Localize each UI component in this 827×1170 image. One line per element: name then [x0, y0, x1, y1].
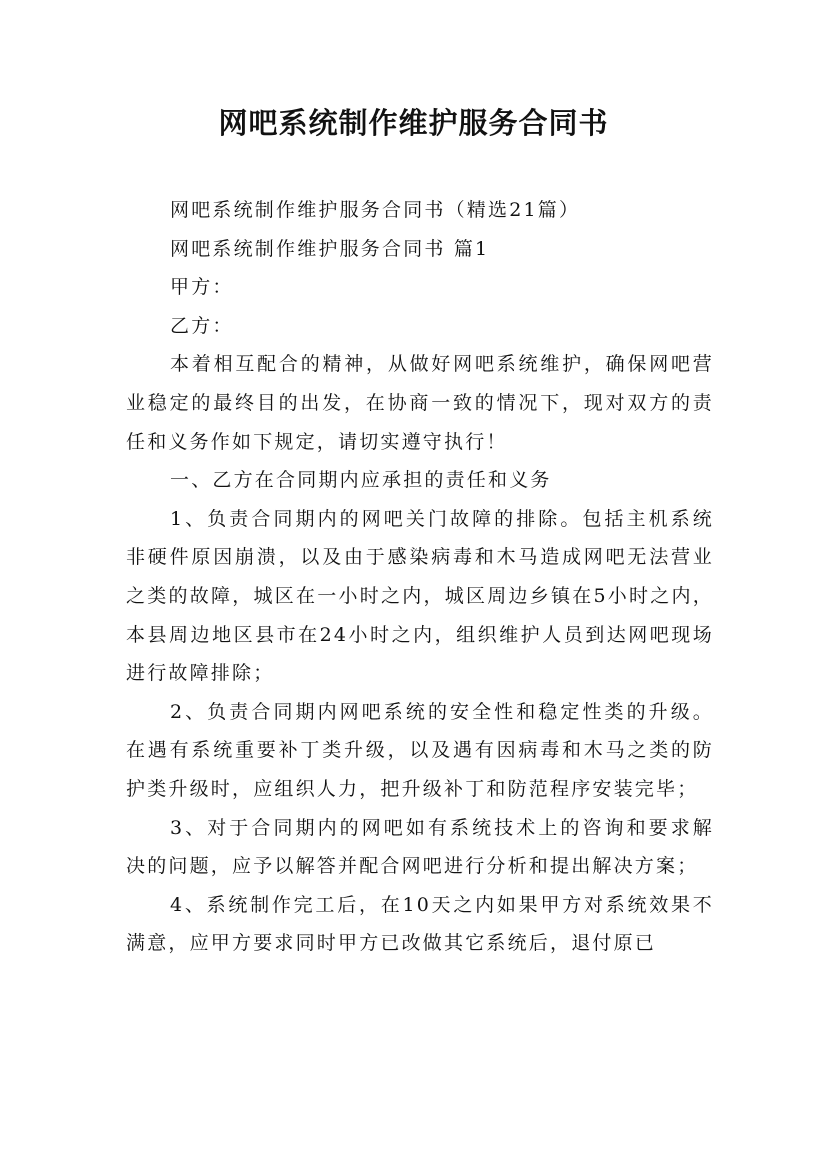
paragraph-clause-2: 2、负责合同期内网吧系统的安全性和稳定性类的升级。在遇有系统重要补丁类升级，以及遇有因病毒和木马之类的防护类升级时，应组织人力，把升级补丁和防范程序安装完毕；	[126, 700, 714, 800]
paragraph-section-heading: 一、乙方在合同期内应承担的责任和义务	[170, 469, 552, 492]
paragraph-party-a: 甲方：	[170, 276, 234, 299]
paragraph-clause-1: 1、负责合同期内的网吧关门故障的排除。包括主机系统非硬件原因崩溃，以及由于感染病毒和木马造成网吧无法营业之类的故障，城区在一小时之内，城区周边乡镇在5小时之内，本县周边地区县市在24小时之内，组织维护人员到达网吧现场进行故障排除；	[126, 507, 714, 685]
paragraph-subtitle: 网吧系统制作维护服务合同书（精选21篇）	[170, 199, 581, 221]
paragraph-chapter-heading: 网吧系统制作维护服务合同书 篇1	[170, 237, 490, 260]
document-body	[126, 191, 714, 963]
paragraph-preamble: 本着相互配合的精神，从做好网吧系统维护，确保网吧营业稳定的最终目的出发，在协商一致的情况下，现对双方的责任和义务作如下规定，请切实遵守执行！	[126, 353, 714, 453]
paragraph-clause-4: 4、系统制作完工后，在10天之内如果甲方对系统效果不满意，应甲方要求同时甲方已改做其它系统后，退付原已	[126, 893, 714, 955]
paragraph-clause-3: 3、对于合同期内的网吧如有系统技术上的咨询和要求解决的问题，应予以解答并配合网吧进行分析和提出解决方案；	[126, 816, 714, 878]
paragraph-party-b: 乙方：	[170, 314, 234, 337]
document-title: 网吧系统制作维护服务合同书	[218, 106, 609, 140]
